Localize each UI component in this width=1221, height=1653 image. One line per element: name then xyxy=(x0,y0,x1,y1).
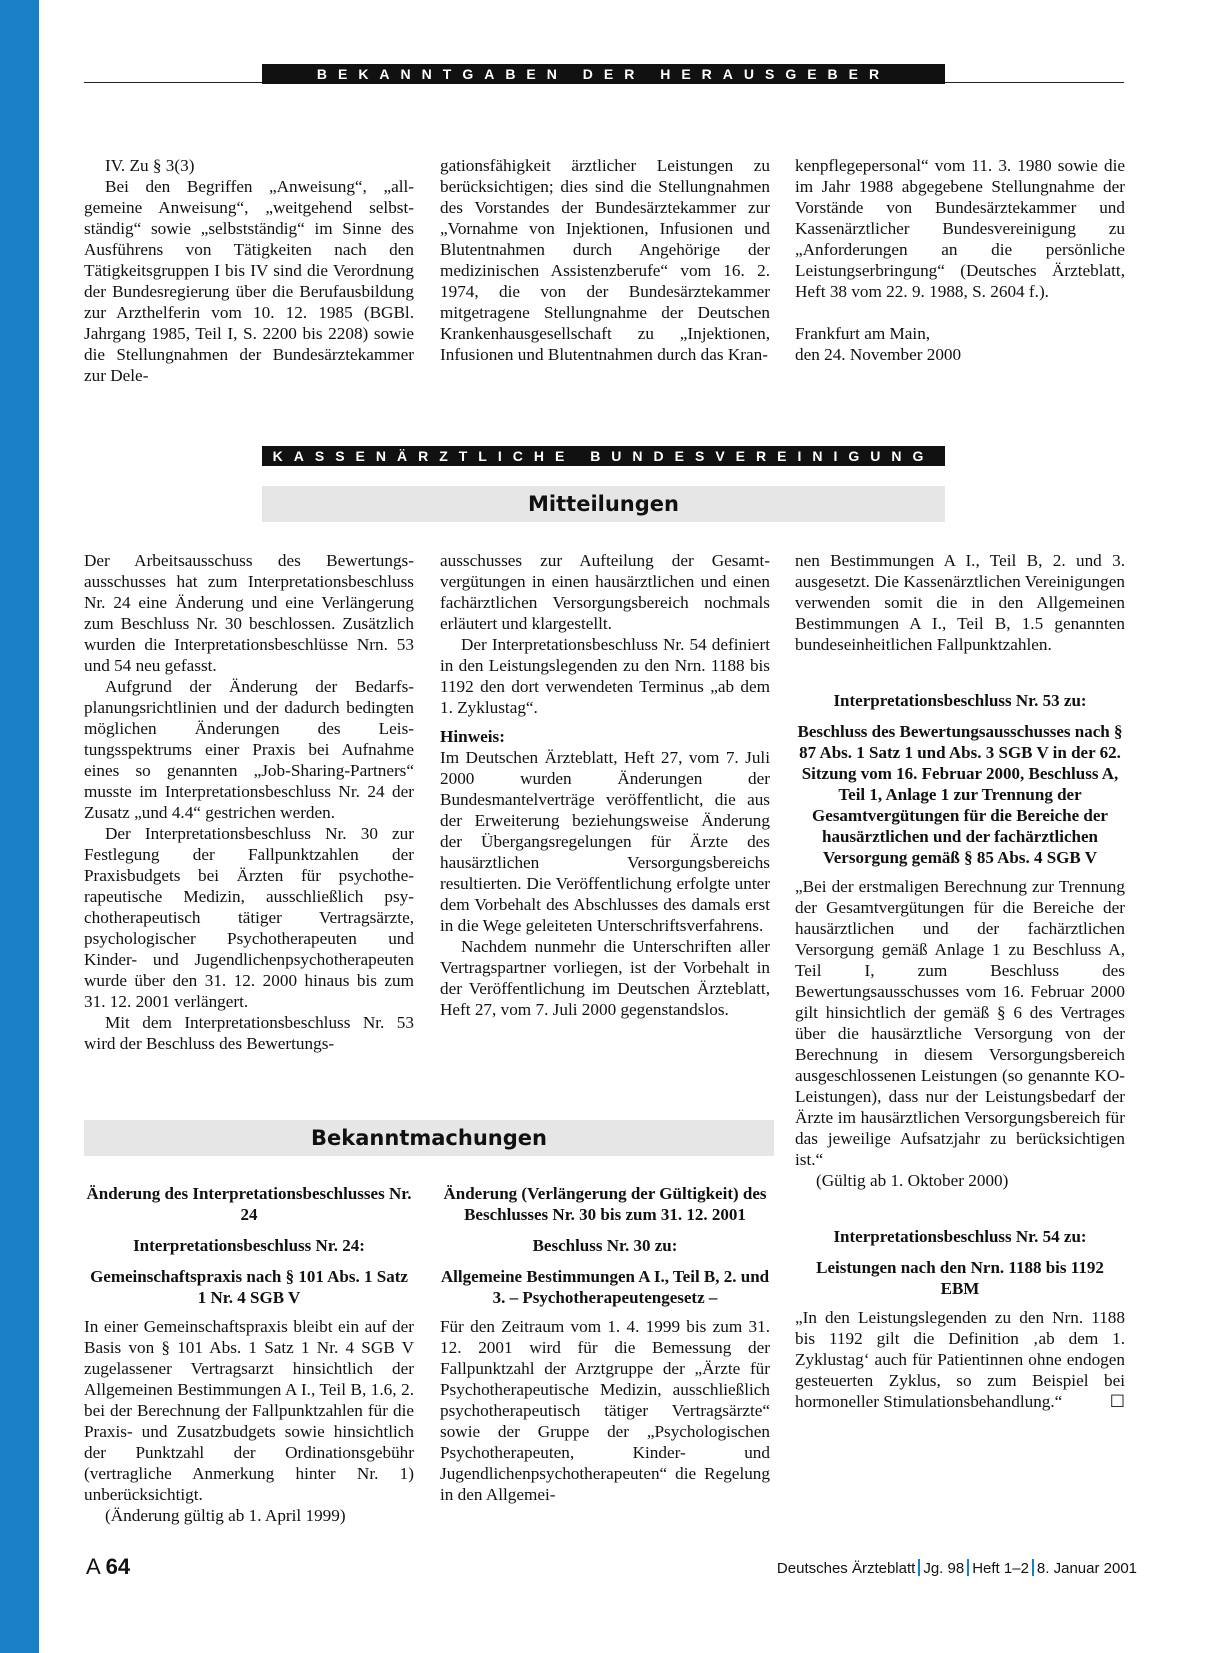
resolution-30-subject: Allgemeine Bestimmungen A I., Teil B, 2. und 3. – Psychotherapeutengesetz – xyxy=(440,1267,770,1307)
kbv-column-2 xyxy=(440,550,770,1020)
place-line: Frankfurt am Main, xyxy=(795,324,931,343)
journal-issue: Heft 1–2 xyxy=(972,1560,1029,1577)
paragraph: Der Interpretationsbeschluss Nr. 30 zur Festlegung der Fallpunktzahlen der Praxisbudgets bei Ärzten für psychotherapeutische Medizin, ausschließlich psychotherapeutisch tätiger Vertragsärzte, psychologischer Psychotherapeuten und Kinder- und Jugendlichenpsychotherapeuten wurde über den 31. 12. 2000 hinaus bis zum 31. 12. 2001 verlängert. xyxy=(84,824,414,1011)
change-30-heading: Änderung (Verlängerung der Gültigkeit) des Beschlusses Nr. 30 bis zum 31. 12. 2001 xyxy=(443,1184,767,1224)
kbv-banner: KASSENÄRZTLICHE BUNDESVEREINIGUNG xyxy=(262,446,945,466)
hinweis-label: Hinweis: xyxy=(440,727,505,746)
header-banner: BEKANNTGABEN DER HERAUSGEBER xyxy=(262,64,945,84)
resolution-24-text: In einer Gemeinschaftspraxis bleibt ein auf der Basis von § 101 Abs. 1 Satz 1 Nr. 4 SGB V zugelassener Vertragsarzt hinsichtlich der Allgemeinen Bestimmungen A I., Teil B, 1.6, 2. bei der Berechnung der Fallpunktzahlen für die Praxis- und Zusatzbudgets sowie hinsichtlich der Punktzahl der Ordinationsgebühr (vertragliche Anmerkung hinter Nr. 1) unberücksichtigt. xyxy=(84,1317,414,1504)
bekannt-column-1 xyxy=(84,1183,414,1526)
bekannt-column-2 xyxy=(440,1183,770,1505)
paragraph: kenpflegepersonal“ vom 11. 3. 1980 sowie die im Jahr 1988 abgegebene Stellungnahme der Vorstände von Bundesärztekammer und Kassenärztlicher Bundesvereinigung zu „Anforderungen an die persönliche Leistungserbringung“ (Deutsches Ärzteblatt, Heft 38 vom 22. 9. 1988, S. 2604 f.). xyxy=(795,156,1125,301)
kbv-column-1 xyxy=(84,550,414,1054)
journal-date: 8. Januar 2001 xyxy=(1036,1560,1137,1577)
resolution-24-heading: Interpretationsbeschluss Nr. 24: xyxy=(133,1236,365,1255)
top-column-2 xyxy=(440,155,770,365)
resolution-54-text: „In den Leistungslegenden zu den Nrn. 1188 bis 1192 gilt die Definition ‚ab dem 1. Zyklustag‘ auch für Patientinnen ohne endogen gesteuerten Zyklus, so zum Beispiel bei hormoneller Stimulationsbehandlung.“ ☐ xyxy=(795,1308,1125,1411)
top-column-1 xyxy=(84,155,414,386)
paragraph: Aufgrund der Änderung der Bedarfsplanungsrichtlinien und der dadurch bedingten möglichen Änderungen des Leistungsspektrums einer Praxis bei Aufnahme eines so genannten „Job-Sharing-Partners“ musste im Interpretationsbeschluss Nr. 24 der Zusatz „und 4.4“ gestrichen werden. xyxy=(84,677,414,822)
paragraph: Mit dem Interpretationsbeschluss Nr. 53 wird der Beschluss des Bewertungs- xyxy=(84,1013,414,1053)
end-mark: ☐ xyxy=(1109,1392,1125,1411)
resolution-54-heading: Interpretationsbeschluss Nr. 54 zu: xyxy=(833,1227,1087,1246)
change-24-heading: Änderung des Interpretationsbeschlusses Nr. 24 xyxy=(86,1184,412,1224)
resolution-54-subject: Leistungen nach den Nrn. 1188 bis 1192 EBM xyxy=(816,1258,1104,1298)
paragraph: Nachdem nunmehr die Unterschriften aller Vertragspartner vorliegen, ist der Vorbehalt in der Veröffentlichung im Deutschen Ärzteblatt, Heft 27, vom 7. Juli 2000 gegenstandslos. xyxy=(440,937,770,1019)
page-number: A 64 xyxy=(86,1554,131,1579)
bekanntmachungen-title: Bekanntmachungen xyxy=(84,1120,774,1156)
journal-name: Deutsches Ärzteblatt xyxy=(776,1560,916,1577)
paragraph: gationsfähigkeit ärztlicher Leistungen zu berücksichtigen; dies sind die Stellungnahmen des Vorstandes der Bundesärztekammer zur „Vornahme von Injektionen, Infusionen und Blutentnahmen durch Angehörige der medizinischen Assistenzberufe“ vom 16. 2. 1974, die von der Bundesärztekammer mitgetragene Stellungnahme der Deutschen Krankenhausgesellschaft zu „Injektionen, Infusionen und Blutentnahmen durch das Kran- xyxy=(440,156,770,364)
section-heading: IV. Zu § 3(3) xyxy=(105,156,195,175)
date-line: den 24. November 2000 xyxy=(795,345,962,364)
resolution-30-text: Für den Zeitraum vom 1. 4. 1999 bis zum 31. 12. 2001 wird für die Bemessung der Fallpunktzahl der Arztgruppe der „Ärzte für Psychotherapeutische Medizin, ausschließlich psychotherapeutisch tätiger Vertragsärzte“ sowie der Gruppe der „Psychologischen Psychotherapeuten, Kinder- und Jugendlichenpsychotherapeuten“ die Regelung in den Allgemei- xyxy=(440,1317,770,1504)
mitteilungen-title: Mitteilungen xyxy=(262,486,945,522)
resolution-53-heading: Interpretationsbeschluss Nr. 53 zu: xyxy=(833,691,1087,710)
validity-note: (Änderung gültig ab 1. April 1999) xyxy=(105,1506,346,1525)
top-column-3 xyxy=(795,155,1125,365)
paragraph: ausschusses zur Aufteilung der Gesamtvergütungen in einen hausärztlichen und einen fachärztlichen Versorgungsbereich nochmals erläutert und klargestellt. xyxy=(440,551,770,633)
side-color-bar xyxy=(0,0,39,1653)
kbv-column-3 xyxy=(795,550,1125,1412)
paragraph: nen Bestimmungen A I., Teil B, 2. und 3. ausgesetzt. Die Kassenärztlichen Vereinigungen verwenden somit die in den Allgemeinen Bestimmungen A I., Teil B, 1.5 genannten bundeseinheitlichen Fallpunktzahlen. xyxy=(795,551,1125,654)
validity-note: (Gültig ab 1. Oktober 2000) xyxy=(816,1171,1009,1190)
journal-volume: Jg. 98 xyxy=(923,1560,965,1577)
paragraph: Der Interpretationsbeschluss Nr. 54 definiert in den Leistungslegenden zu den Nrn. 1188 bis 1192 den dort verwendeten Terminus „ab dem 1. Zyklustag“. xyxy=(440,635,770,717)
paragraph: Der Arbeitsausschuss des Bewertungsausschusses hat zum Interpretationsbeschluss Nr. 24 eine Änderung und eine Verlängerung zum Beschluss Nr. 30 beschlossen. Zusätzlich wurden die Interpretationsbeschlüsse Nrn. 53 und 54 neu gefasst. xyxy=(84,551,414,675)
resolution-30-heading: Beschluss Nr. 30 zu: xyxy=(532,1236,678,1255)
resolution-53-text: „Bei der erstmaligen Berechnung zur Trennung der Gesamtvergütungen für die Bereiche der hausärztlichen und der fachärztlichen Versorgung gemäß Anlage 1 zu Beschluss A, Teil I, zum Beschluss des Bewertungsausschusses vom 16. Februar 2000 gilt hinsichtlich der gemäß § 6 des Vertrages über die hausärztliche Versorgung von der Berechnung in diesem Versorgungsbereich ausgeschlossenen Leistungen (so genannte KO-Leistungen), dass nur der Leistungsbedarf der Ärzte im hausärztlichen Versorgungsbereich für das jeweilige Aufsatzjahr zu berücksichtigen ist.“ xyxy=(795,877,1125,1169)
paragraph: Bei den Begriffen „Anweisung“, „allgemeine Anweisung“, „weitgehend selbstständig“ sowie „selbstständig“ im Sinne des Ausführens von Tätigkeiten nach den Tätigkeitsgruppen I bis IV sind die Verordnung der Bundesregierung über die Berufausbildung zur Arzthelferin vom 10. 12. 1985 (BGBl. Jahrgang 1985, Teil I, S. 2200 bis 2208) sowie die Stellungnahmen der Bundesärztekammer zur Dele- xyxy=(84,177,414,385)
resolution-24-subject: Gemeinschaftspraxis nach § 101 Abs. 1 Satz 1 Nr. 4 SGB V xyxy=(90,1267,408,1307)
journal-footer xyxy=(777,1559,1137,1577)
paragraph: Im Deutschen Ärzteblatt, Heft 27, vom 7. Juli 2000 wurden Änderungen der Bundesmantelverträge veröffentlicht, die aus der Erweiterung beziehungsweise Änderung der Übergangsregelungen für Ärzte des hausärztlichen Versorgungsbereichs resultierten. Die Veröffentlichung erfolgte unter dem Vorbehalt des Abschlusses des damals erst in die Wege geleiteten Unterschriftsverfahrens. xyxy=(440,748,770,935)
resolution-53-subject: Beschluss des Bewertungsausschusses nach § 87 Abs. 1 Satz 1 und Abs. 3 SGB V in der 62. Sitzung vom 16. Februar 2000, Beschluss A, Teil 1, Anlage 1 zur Trennung der Gesamtvergütungen für die Bereiche der hausärztlichen und der fachärztlichen Versorgung gemäß § 85 Abs. 4 SGB V xyxy=(797,722,1123,867)
